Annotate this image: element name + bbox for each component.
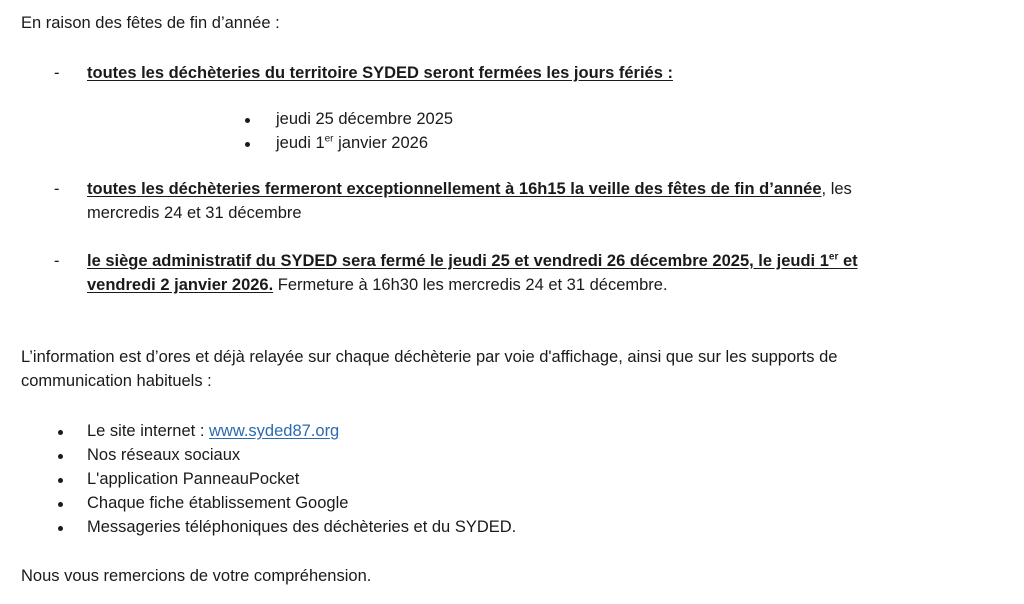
dash-bullet: - xyxy=(54,180,60,198)
info-line1: L’information est d’ores et déjà relayée sur chaque déchèterie par voie d'affichage, ainsi que sur les supports de xyxy=(21,348,838,366)
bullet-icon xyxy=(58,502,63,507)
section2-line1 xyxy=(87,178,852,200)
bullet-icon xyxy=(58,478,63,483)
closed-date-2 xyxy=(276,132,428,154)
bullet-icon xyxy=(58,454,63,459)
closed-date-1: jeudi 25 décembre 2025 xyxy=(276,110,454,128)
section3-rest: Fermeture à 16h30 les mercredis 24 et 31 décembre. xyxy=(273,276,668,294)
list-item-google: Chaque fiche établissement Google xyxy=(87,494,349,512)
closed-date-2-prefix: jeudi 1 xyxy=(276,134,325,152)
bullet-icon xyxy=(58,526,63,531)
section3-line2 xyxy=(87,274,668,296)
dash-bullet: - xyxy=(54,64,60,82)
list-item-website xyxy=(87,420,339,442)
closed-date-2-sup: er xyxy=(324,133,334,145)
section2-bold: toutes les déchèteries fermeront exceptionnellement à 16h15 la veille des fêtes de fin d’année xyxy=(87,180,822,198)
list-item-phone: Messageries téléphoniques des déchèteries et du SYDED. xyxy=(87,518,517,536)
list-item-app: L'application PanneauPocket xyxy=(87,470,300,488)
bullet-icon xyxy=(245,142,250,147)
closed-date-2-suffix: janvier 2026 xyxy=(333,134,429,152)
list-item-social: Nos réseaux sociaux xyxy=(87,446,241,464)
website-link[interactable]: www.syded87.org xyxy=(209,422,340,440)
section1-title: toutes les déchèteries du territoire SYDED seront fermées les jours fériés : xyxy=(87,64,673,82)
section3-bold-line1-end: et xyxy=(838,252,858,270)
section3-bold-line2: vendredi 2 janvier 2026. xyxy=(87,276,274,294)
info-line2: communication habituels : xyxy=(21,372,212,390)
section2-line2: mercredis 24 et 31 décembre xyxy=(87,204,302,222)
closing-text: Nous vous remercions de votre compréhension. xyxy=(21,567,372,585)
section3-line1 xyxy=(87,250,858,272)
bullet-icon xyxy=(245,118,250,123)
section3-sup: er xyxy=(828,251,839,263)
website-label: Le site internet : xyxy=(87,422,209,440)
bullet-icon xyxy=(58,430,63,435)
intro-text: En raison des fêtes de fin d’année : xyxy=(21,14,280,32)
section3-bold-line1: le siège administratif du SYDED sera fermé le jeudi 25 et vendredi 26 décembre 2025, le jeudi 1 xyxy=(87,252,829,270)
dash-bullet: - xyxy=(54,252,60,270)
section2-rest: , les xyxy=(821,180,852,198)
